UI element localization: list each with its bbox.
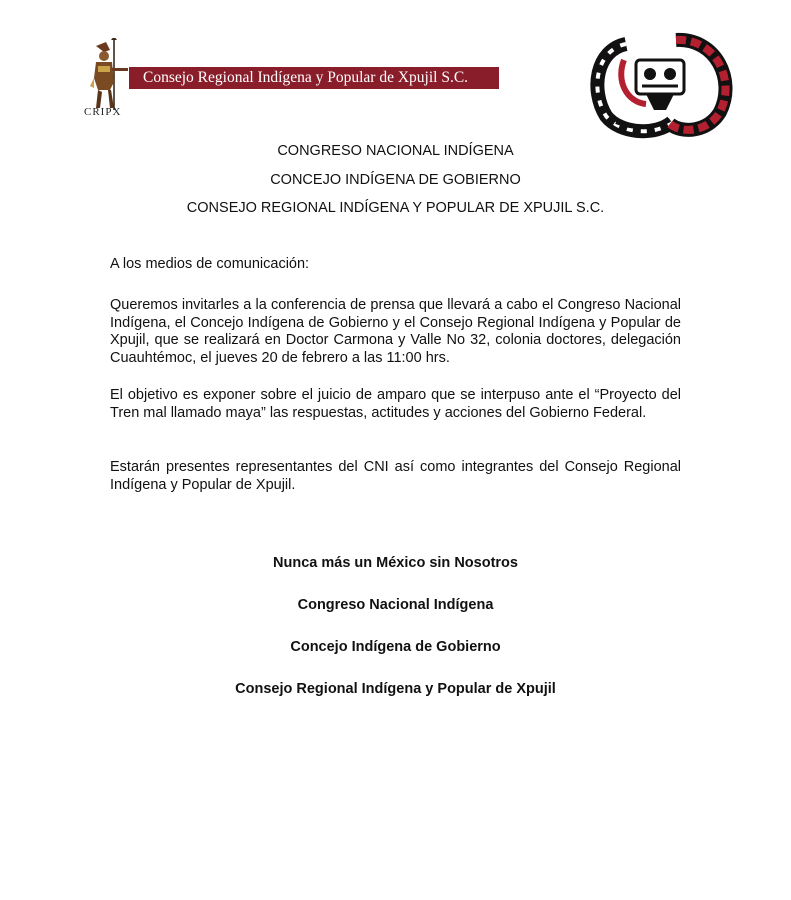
title-line-3: CONSEJO REGIONAL INDÍGENA Y POPULAR DE XPUJIL S.C.	[186, 200, 605, 216]
body-paragraph-3: Estarán presentes representantes del CNI así como integrantes del Consejo Regional Indígena y Popular de Xpujil.	[110, 459, 681, 493]
organization-banner: Consejo Regional Indígena y Popular de Xpujil S.C.	[129, 67, 499, 89]
body-paragraph-2: El objetivo es exponer sobre el juicio de amparo que se interpuso ante el “Proyecto del Tren mal llamado maya” las respuestas, actitudes y acciones del Gobierno Federal.	[110, 387, 681, 421]
serpent-seal-logo-icon	[586, 30, 736, 140]
greeting: A los medios de comunicación:	[110, 256, 310, 272]
letterhead	[0, 0, 791, 140]
title-line-2: CONCEJO INDÍGENA DE GOBIERNO	[270, 172, 521, 188]
title-line-1: CONGRESO NACIONAL INDÍGENA	[277, 143, 514, 159]
signature-cni: Congreso Nacional Indígena	[297, 597, 494, 613]
signature-cripx: Consejo Regional Indígena y Popular de Xpujil	[235, 681, 556, 697]
closing-slogan: Nunca más un México sin Nosotros	[273, 555, 518, 571]
cripx-caption: CRIPX	[84, 106, 122, 118]
body-paragraph-1: Queremos invitarles a la conferencia de prensa que llevará a cabo el Congreso Nacional Indígena, el Concejo Indígena de Gobierno y el Consejo Regional Indígena y Popular de Xpujil, que se realizará en Doctor Carmona y Valle No 32, colonia doctores, delegación Cuauhtémoc, el jueves 20 de febrero a las 11:00 hrs.	[110, 297, 681, 366]
signature-cig: Concejo Indígena de Gobierno	[290, 639, 501, 655]
